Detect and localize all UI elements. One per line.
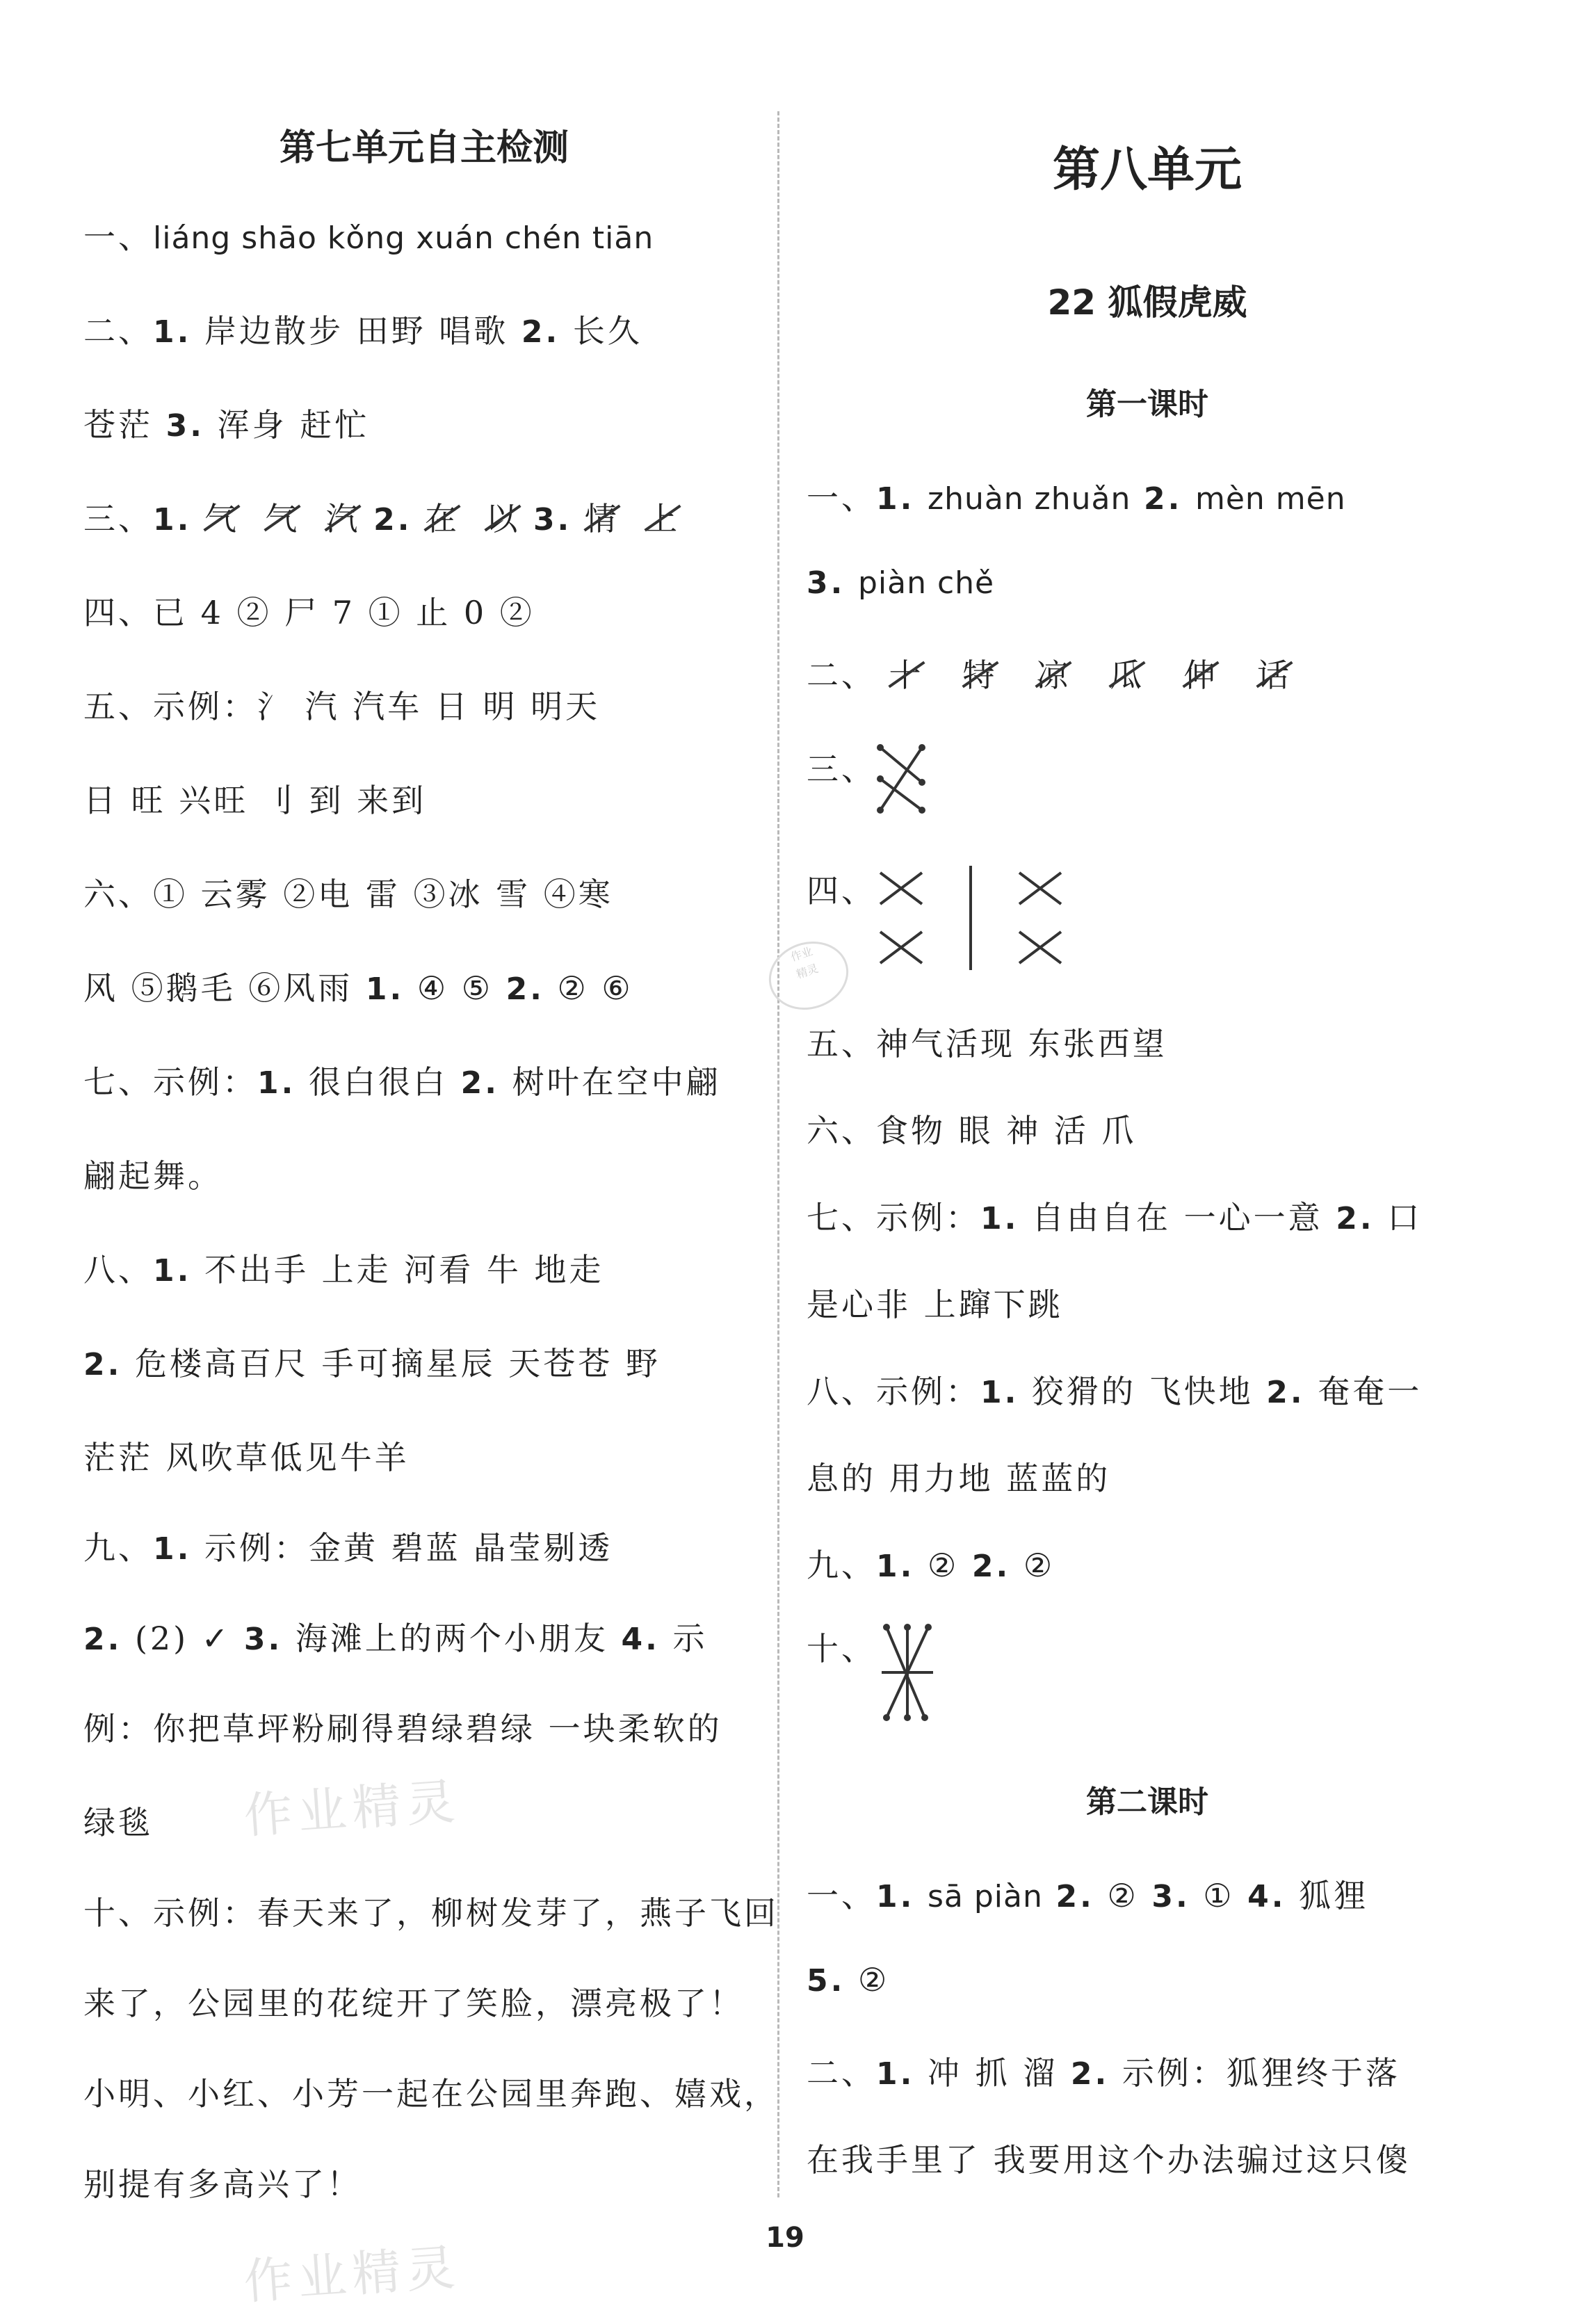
answer-10: 十、示例：春天来了，柳树发芽了，燕子飞回 [83, 1894, 779, 1932]
r-answer-8: 八、示例：1. 狡猾的 飞快地 2. 奄奄一 [807, 1373, 1423, 1410]
answer-9: 九、1. 示例：金黄 碧蓝 晶莹剔透 [83, 1529, 613, 1567]
r-answer-7-cont: 是心非 上蹿下跳 [807, 1286, 1063, 1323]
answer-9-cont: 2. (2) ✓ 3. 海滩上的两个小朋友 4. 示 [83, 1620, 708, 1657]
r-answer-2: 二、 十 特 凉 瓜 伸 话 [807, 650, 1292, 696]
r-answer-1-cont: 3. piàn chě [807, 565, 995, 601]
unit8-title: 第八单元 [1052, 143, 1242, 197]
column-divider [777, 111, 779, 2197]
answer-10-cont3: 别提有多高兴了！ [83, 2165, 362, 2203]
answer-2: 二、1. 岸边散步 田野 唱歌 2. 长久 [83, 312, 642, 350]
answer-9-cont2: 例：你把草坪粉刷得碧绿碧绿 一块柔软的 [83, 1710, 722, 1748]
r-answer-9: 九、1. ② 2. ② [807, 1547, 1055, 1584]
watermark: 作业精灵 [241, 2238, 462, 2311]
answer-4: 四、已 4 ② 尸 7 ① 止 0 ② [83, 594, 535, 631]
answer-7-cont: 翩起舞。 [83, 1157, 222, 1195]
answer-2-cont: 苍茫 3. 浑身 赶忙 [83, 406, 370, 444]
r2-answer-1-cont: 5. ② [807, 1961, 890, 1999]
watermark: 作业精灵 [241, 1773, 462, 1845]
answer-8-cont2: 茫茫 风吹草低见牛羊 [83, 1439, 410, 1476]
r-answer-4: 四、 [807, 872, 876, 910]
answer-6-cont: 风 ⑤鹅毛 ⑥风雨 1. ④ ⑤ 2. ② ⑥ [83, 969, 633, 1007]
answer-1: 一、liáng shāo kǒng xuán chén tiān [83, 218, 654, 256]
period-1-title: 第一课时 [1086, 387, 1208, 422]
r2-answer-2-cont: 在我手里了 我要用这个办法骗过这只傻 [807, 2141, 1411, 2179]
r-answer-3: 三、 [807, 750, 876, 788]
answer-10-cont: 来了，公园里的花绽开了笑脸，漂亮极了！ [83, 1985, 744, 2022]
lesson-title: 22 狐假虎威 [1047, 282, 1247, 323]
r-answer-5: 五、神气活现 东张西望 [807, 1025, 1167, 1063]
cross-match-diagram [873, 741, 929, 817]
page-number: 19 [766, 2222, 804, 2254]
answer-5-cont: 日 旺 兴旺 刂 到 来到 [83, 782, 427, 819]
answer-8: 八、1. 不出手 上走 河看 牛 地走 [83, 1251, 604, 1289]
r-answer-1: 一、1. zhuàn zhuǎn 2. mèn mēn [807, 479, 1346, 517]
star-match-diagram [876, 1620, 939, 1725]
answer-10-cont2: 小明、小红、小芳一起在公园里奔跑、嬉戏， [83, 2075, 779, 2113]
watermark-stamp: 作业 精灵 [760, 931, 857, 1019]
answer-5: 五、示例：氵 汽 汽车 日 明 明天 [83, 688, 601, 725]
r2-answer-2: 二、1. 冲 抓 溜 2. 示例：狐狸终于落 [807, 2054, 1400, 2092]
unit7-test-title: 第七单元自主检测 [279, 127, 569, 169]
answer-7: 七、示例：1. 很白很白 2. 树叶在空中翩 [83, 1063, 721, 1101]
r2-answer-1: 一、1. sā piàn 2. ② 3. ① 4. 狐狸 [807, 1877, 1369, 1914]
period-2-title: 第二课时 [1086, 1784, 1208, 1820]
answer-8-cont: 2. 危楼高百尺 手可摘星辰 天苍苍 野 [83, 1345, 661, 1382]
cross-match-diagram [873, 862, 1110, 974]
r-answer-10: 十、 [807, 1630, 876, 1668]
r-answer-7: 七、示例：1. 自由自在 一心一意 2. 口 [807, 1199, 1423, 1236]
r-answer-6: 六、食物 眼 神 活 爪 [807, 1112, 1137, 1149]
r-answer-8-cont: 息的 用力地 蓝蓝的 [807, 1460, 1111, 1497]
left-column [83, 0, 779, 2324]
answer-3: 三、1. 气 气 汽 2. 在 以 3. 情 上 [83, 494, 680, 540]
right-column [807, 0, 1488, 2324]
answer-6: 六、① 云雾 ②电 雷 ③冰 雪 ④寒 [83, 875, 613, 913]
answer-9-cont3: 绿毯 [83, 1804, 153, 1841]
